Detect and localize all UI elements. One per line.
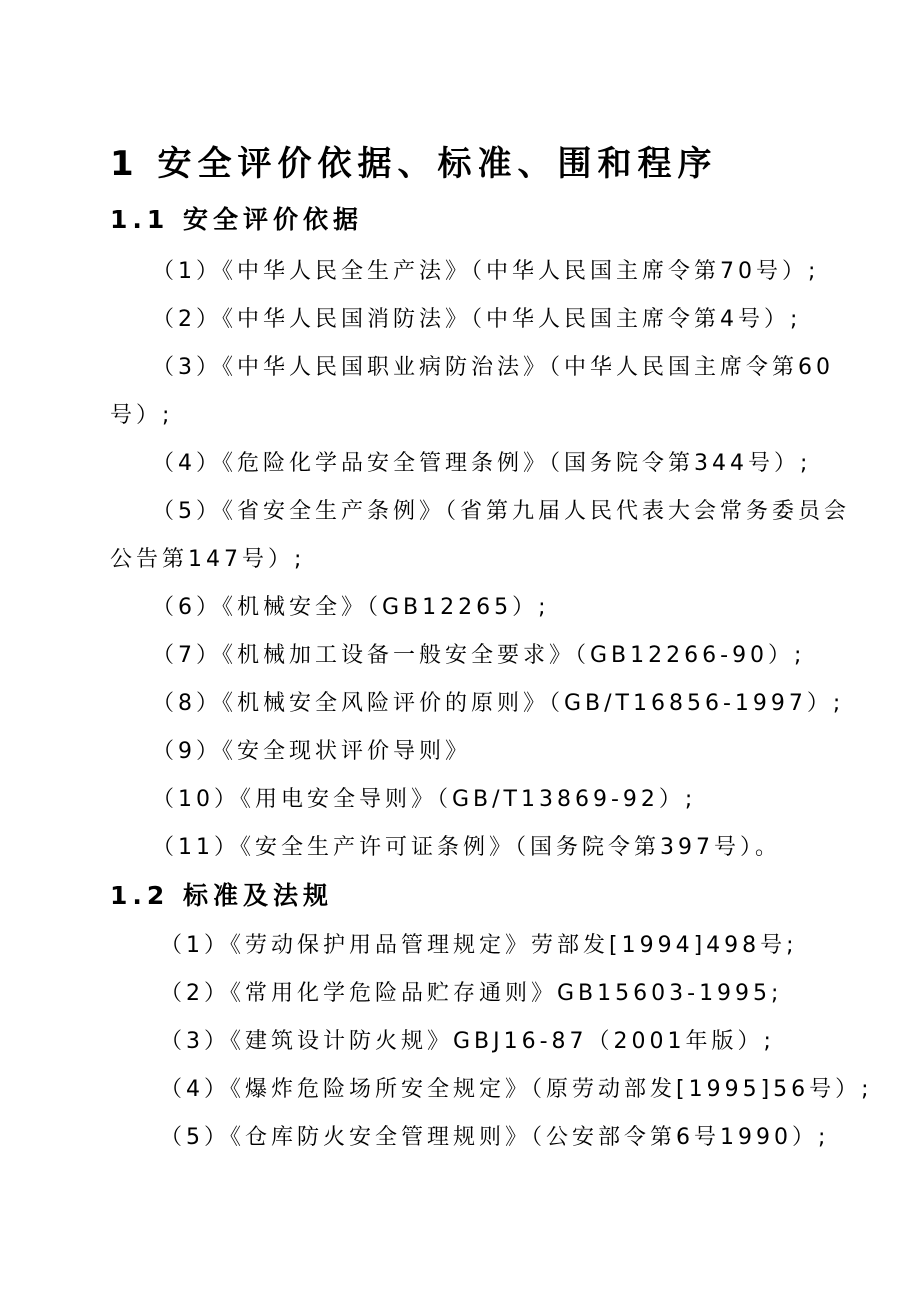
basis-item-6: （6）《机械安全》（GB12265）;: [152, 595, 550, 620]
page-title: 1 安全评价依据、标准、围和程序: [110, 144, 718, 184]
standard-item-4: （4）《爆炸危险场所安全规定》（原劳动部发[1995]56号）;: [160, 1077, 873, 1102]
basis-item-7: （7）《机械加工设备一般安全要求》（GB12266-90）;: [152, 643, 806, 668]
basis-item-2: （2）《中华人民国消防法》（中华人民国主席令第4号）;: [152, 307, 802, 332]
basis-item-10: （10）《用电安全导则》（GB/T13869-92）;: [152, 787, 697, 812]
standard-item-1: （1）《劳动保护用品管理规定》劳部发[1994]498号;: [160, 933, 798, 958]
basis-item-8: （8）《机械安全风险评价的原则》（GB/T16856-1997）;: [152, 691, 845, 716]
basis-item-3: （3）《中华人民国职业病防治法》（中华人民国主席令第60: [152, 355, 834, 380]
basis-item-9: （9）《安全现状评价导则》: [152, 739, 471, 764]
basis-item-11: （11）《安全生产许可证条例》（国务院令第397号）。: [152, 835, 781, 860]
standard-item-2: （2）《常用化学危险品贮存通则》GB15603-1995;: [160, 981, 783, 1006]
standard-item-3: （3）《建筑设计防火规》GBJ16-87（2001年版）;: [160, 1029, 775, 1054]
basis-item-4: （4）《危险化学品安全管理条例》（国务院令第344号）;: [152, 451, 812, 476]
basis-item-3-continued: 号）;: [110, 403, 174, 428]
basis-item-1: （1）《中华人民全生产法》（中华人民国主席令第70号）;: [152, 259, 820, 284]
section-heading-1-1: 1.1 安全评价依据: [110, 205, 363, 234]
standard-item-5: （5）《仓库防火安全管理规则》（公安部令第6号1990）;: [160, 1125, 830, 1150]
basis-item-5: （5）《省安全生产条例》（省第九届人民代表大会常务委员会: [152, 499, 850, 524]
basis-item-5-continued: 公告第147号）;: [110, 547, 306, 572]
section-heading-1-2: 1.2 标准及法规: [110, 881, 333, 910]
